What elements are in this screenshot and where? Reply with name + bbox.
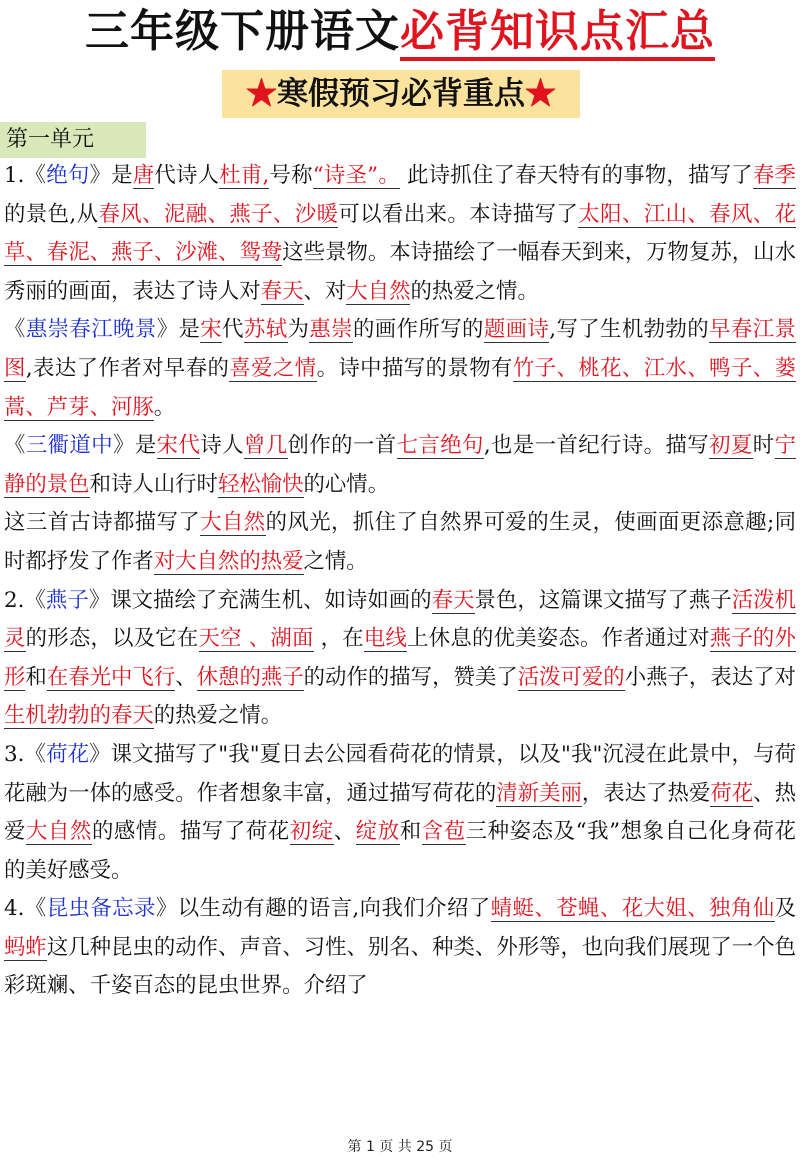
key-point: 杜甫, — [219, 163, 270, 188]
key-point: 春天 — [431, 587, 475, 613]
body-text: 3.《 — [4, 741, 47, 767]
key-point: 休憩的燕子 — [196, 664, 304, 690]
body-text: 》是 — [156, 317, 201, 343]
lesson-title: 三衢道中 — [25, 433, 114, 459]
key-point: 宁静的景色 — [4, 433, 796, 497]
body-text: 这三首古诗都描写了 — [4, 510, 201, 536]
key-point: 清新美丽 — [496, 780, 582, 806]
body-text: 的形态，以及它在 — [25, 626, 199, 652]
body-text: 景色，这篇课文描写了燕子 — [474, 587, 732, 613]
key-point: 绽放 — [355, 819, 400, 845]
key-point: 电线 — [363, 626, 408, 652]
key-point: 在春光中飞行 — [46, 664, 176, 690]
paragraph — [4, 736, 796, 890]
body-text: 。诗中描写的景物有 — [316, 355, 513, 381]
body-text: 和 — [399, 819, 422, 845]
body-text: 的动作的描写，赞美了 — [303, 664, 518, 690]
key-point: 活泼可爱的 — [517, 664, 625, 690]
body-text: ,也是一首纪行诗。描写 — [483, 433, 710, 459]
body-text: 的感情。描写了荷花 — [91, 819, 290, 845]
body-text: 及 — [774, 896, 796, 922]
key-point: 早春江景图 — [4, 317, 796, 381]
body-text: 》是 — [89, 163, 133, 188]
body-text: 可以看出来。本诗描写了 — [338, 201, 579, 227]
key-point: 蜻蜓、苍蝇、花大姐、独角仙 — [490, 896, 775, 922]
notes-body — [4, 157, 796, 1006]
key-point: 太阳、江山、春风、花草、春泥、燕子、沙滩、鸳鸯 — [4, 201, 796, 266]
body-text: 上休息的优美姿态。作者通过对 — [407, 626, 710, 652]
page-footer: 第 1 页 共 25 页 — [347, 1139, 453, 1155]
lesson-title: 昆虫备忘录 — [46, 896, 156, 922]
key-point: 春风、泥融、燕子、沙暖 — [98, 201, 339, 227]
body-text: 4.《 — [4, 896, 47, 922]
key-point: 春天 — [260, 278, 304, 304]
key-point: 含苞 — [421, 819, 466, 845]
paragraph — [4, 890, 796, 1006]
body-text: 1.《 — [4, 163, 47, 188]
key-point: 初夏 — [709, 433, 753, 459]
key-point: 大自然 — [346, 278, 411, 304]
body-text: 、 — [333, 819, 356, 845]
key-point: 宋代 — [156, 433, 201, 459]
key-point: 初绽 — [289, 819, 334, 845]
key-point: 对大自然的热爱 — [153, 548, 304, 574]
paragraph — [4, 582, 796, 736]
key-point: 宋 — [200, 317, 223, 343]
lesson-title: 燕子 — [45, 587, 89, 613]
key-point: 荷花 — [710, 780, 754, 806]
paragraph — [4, 427, 796, 504]
body-text: 。 — [153, 394, 176, 420]
key-point: 惠崇 — [309, 317, 353, 343]
body-text: 的风光，抓住了自然界可爱的生灵，使画面更添意趣;同时都抒发了作者 — [4, 510, 796, 574]
lesson-title: 惠崇春江晚景 — [25, 317, 157, 343]
key-point: 喜爱之情 — [229, 355, 317, 381]
key-point: 蚂蚱 — [4, 934, 47, 960]
body-text: 号称 — [269, 163, 313, 188]
document-title — [0, 2, 800, 64]
key-point: 苏轼 — [243, 317, 288, 343]
key-point: 大自然 — [200, 510, 266, 536]
title-black-part: 三年级下册语文 — [85, 6, 400, 57]
key-point: “诗圣”。 — [312, 163, 400, 188]
body-text: 》课文描写了"我"夏日去公园看荷花的情景，以及"我"沉浸在此景中，与荷花融为一体的感受。作者想象丰富，通过描写荷花的 — [4, 741, 796, 806]
body-text: 诗人 — [200, 433, 244, 459]
body-text: 的热爱之情。 — [153, 703, 283, 729]
body-text: 代 — [222, 317, 244, 343]
body-text: 《 — [4, 433, 26, 459]
body-text: 》是 — [113, 433, 157, 459]
body-text: 的画作所写的 — [352, 317, 484, 343]
body-text: 为 — [287, 317, 310, 343]
body-text: 、 — [175, 664, 197, 690]
body-text: 三种姿态及“我”想象自己化身荷花的美好感受。 — [4, 819, 796, 883]
body-text: 代诗人 — [154, 163, 220, 188]
body-text: 的心情。 — [303, 471, 390, 497]
body-text: 的热爱之情。 — [410, 278, 539, 304]
paragraph — [4, 311, 796, 427]
body-text: 的景色,从 — [4, 201, 99, 227]
key-point: 燕子的外形 — [4, 626, 796, 690]
body-text: 》以生动有趣的语言,向我们介绍了 — [155, 896, 491, 922]
body-text: ，在 — [313, 626, 364, 652]
body-text: 创作的一首 — [287, 433, 397, 459]
banner-text: 寒假预习必背重点 — [277, 76, 525, 112]
key-point: 竹子、桃花、江水、鸭子、蒌蒿、芦芽、河豚 — [4, 355, 796, 420]
body-text: ,写了生机勃勃的 — [549, 317, 710, 343]
body-text: 、对 — [303, 278, 347, 304]
body-text: 和 — [25, 664, 47, 690]
key-point: 唐 — [132, 163, 155, 188]
body-text: 这些景物。本诗描绘了一幅春天到来，万物复苏，山水秀丽的画面，表达了诗人对 — [4, 240, 796, 304]
body-text: 这几种昆虫的动作、声音、习性、别名、种类、外形等，也向我们展现了一个色彩斑斓、千姿百态的昆虫世界。介绍了 — [4, 934, 796, 999]
key-point: 七言绝句 — [396, 433, 484, 459]
star-icon: ★ — [525, 76, 556, 112]
body-text: 、热爱 — [4, 780, 796, 845]
key-point: 轻松愉快 — [217, 471, 304, 497]
key-point: 曾几 — [243, 433, 288, 459]
body-text: 此诗抓住了春天特有的事物，描写了 — [399, 163, 753, 188]
paragraph — [4, 157, 796, 311]
body-text: ,表达了作者对早春的 — [25, 355, 230, 381]
key-point: 天空 、湖面 — [198, 626, 314, 652]
lesson-title: 荷花 — [46, 741, 90, 767]
key-point: 生机勃勃的春天 — [4, 703, 154, 729]
body-text: 和诗人山行时 — [89, 471, 218, 497]
body-text: 》课文描绘了充满生机、如诗如画的 — [88, 587, 432, 613]
subtitle-banner — [222, 70, 580, 118]
key-point: 春季 — [752, 163, 796, 188]
body-text: 小燕子，表达了对 — [624, 664, 796, 690]
lesson-title: 绝句 — [46, 163, 90, 188]
body-text: 2.《 — [4, 587, 46, 613]
paragraph — [4, 504, 796, 581]
key-point: 活泼机灵 — [4, 587, 796, 652]
unit-heading: 第一单元 — [0, 122, 146, 158]
body-text: ，表达了热爱 — [581, 780, 711, 806]
key-point: 大自然 — [25, 819, 92, 845]
star-icon: ★ — [246, 76, 277, 112]
body-text: 时 — [752, 433, 775, 459]
body-text: 《 — [4, 317, 26, 343]
body-text: 之情。 — [303, 548, 368, 574]
title-red-part: 必背知识点汇总 — [400, 6, 715, 61]
key-point: 题画诗 — [483, 317, 550, 343]
